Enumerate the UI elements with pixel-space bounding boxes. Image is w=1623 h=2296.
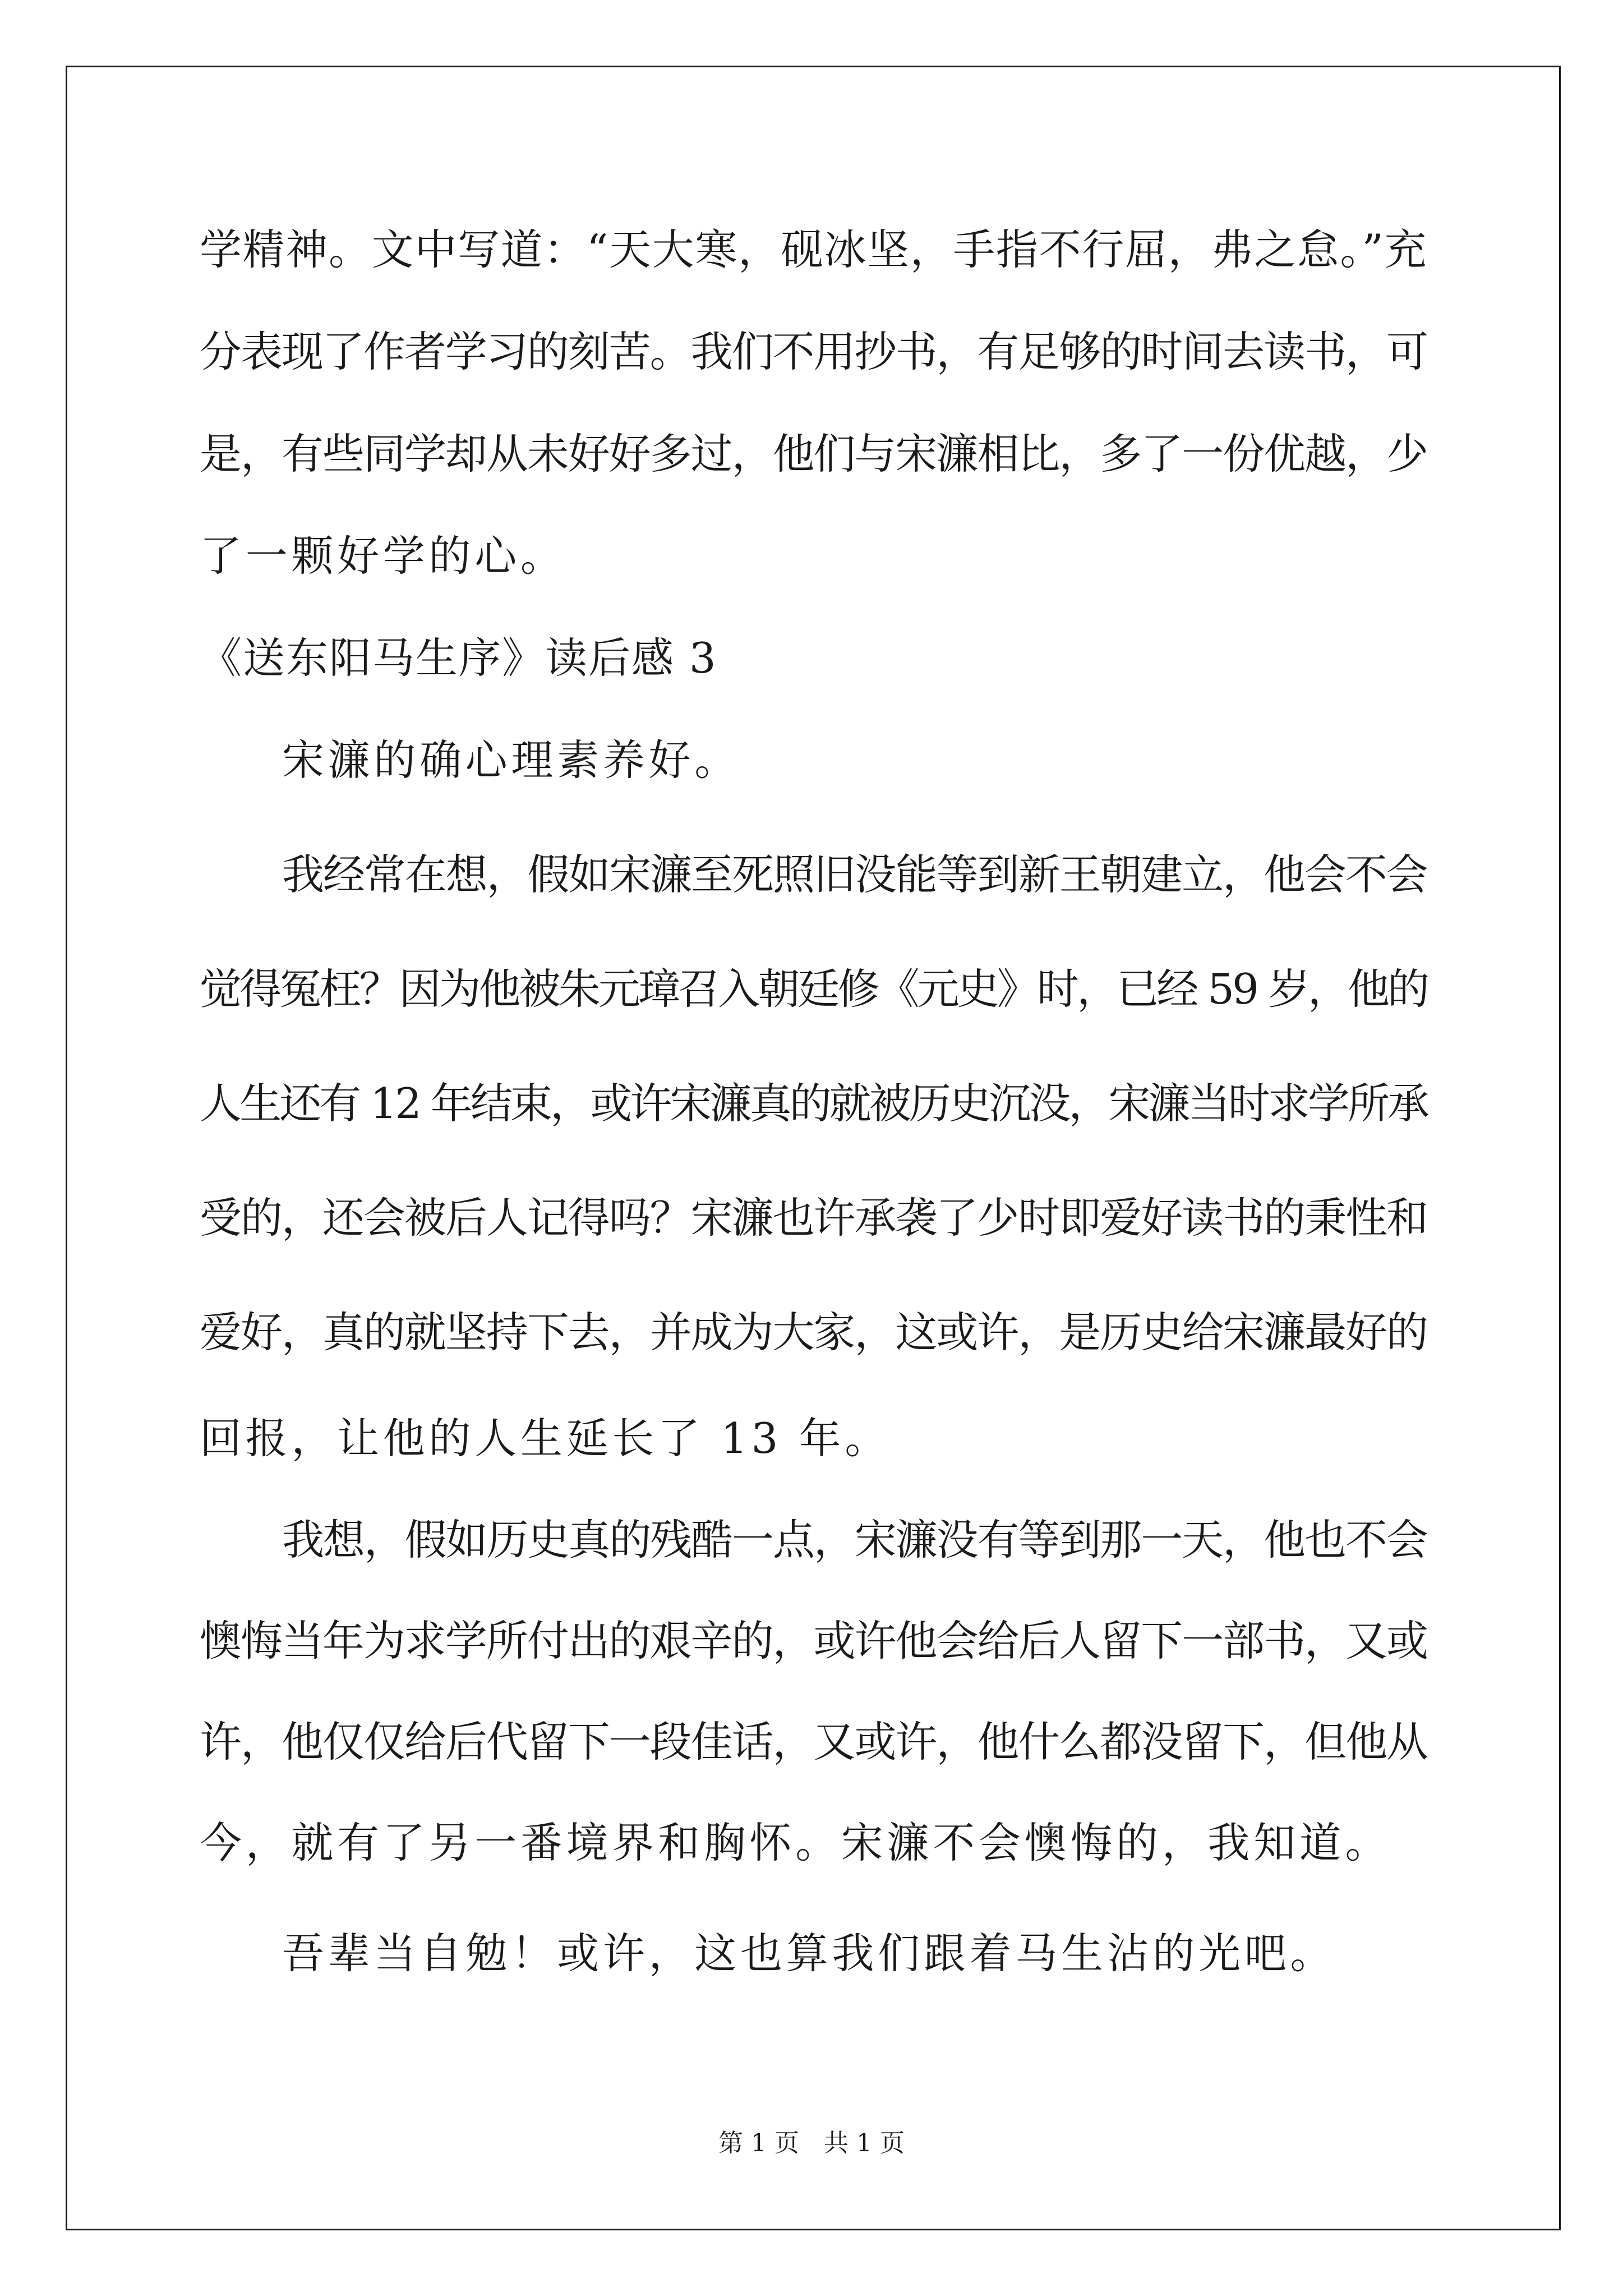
page-frame — [66, 66, 1561, 2230]
paragraph-line: 学精神。文中写道：“天大寒，砚冰坚，手指不行屈，弗之怠。”充 — [200, 225, 1428, 274]
paragraph-line: 懊悔当年为求学所付出的艰辛的，或许他会给后人留下一部书，又或 — [200, 1616, 1428, 1665]
paragraph-line: 分表现了作者学习的刻苦。我们不用抄书，有足够的时间去读书，可 — [200, 327, 1428, 376]
section-heading: 《送东阳马生序》读后感 3 — [200, 633, 717, 683]
paragraph-line: 人生还有 12 年结束，或许宋濂真的就被历史沉没，宋濂当时求学所承 — [200, 1079, 1428, 1128]
paragraph-line: 爱好，真的就坚持下去，并成为大家，这或许，是历史给宋濂最好的 — [200, 1308, 1428, 1357]
paragraph-line: 许，他仅仅给后代留下一段佳话，又或许，他什么都没留下，但他从 — [200, 1717, 1428, 1766]
paragraph-line: 觉得冤枉？因为他被朱元璋召入朝廷修《元史》时，已经 59 岁，他的 — [200, 964, 1428, 1014]
paragraph-line: 吾辈当自勉！或许，这也算我们跟着马生沾的光吧。 — [282, 1929, 1336, 1978]
paragraph-line: 回报，让他的人生延长了 13 年。 — [200, 1414, 891, 1463]
paragraph-line: 我经常在想，假如宋濂至死照旧没能等到新王朝建立，他会不会 — [282, 850, 1427, 899]
paragraph-line: 是，有些同学却从未好好多过，他们与宋濂相比，多了一份优越，少 — [200, 429, 1428, 478]
paragraph-line: 今，就有了另一番境界和胸怀。宋濂不会懊悔的，我知道。 — [200, 1818, 1391, 1867]
paragraph-line: 了一颗好学的心。 — [200, 531, 566, 581]
page-footer: 第 1 页 共 1 页 — [718, 2129, 905, 2157]
paragraph-line: 受的，还会被后人记得吗？宋濂也许承袭了少时即爱好读书的秉性和 — [200, 1193, 1428, 1243]
paragraph-line: 宋濂的确心理素养好。 — [282, 735, 741, 785]
paragraph-line: 我想，假如历史真的残酷一点，宋濂没有等到那一天，他也不会 — [282, 1515, 1427, 1565]
